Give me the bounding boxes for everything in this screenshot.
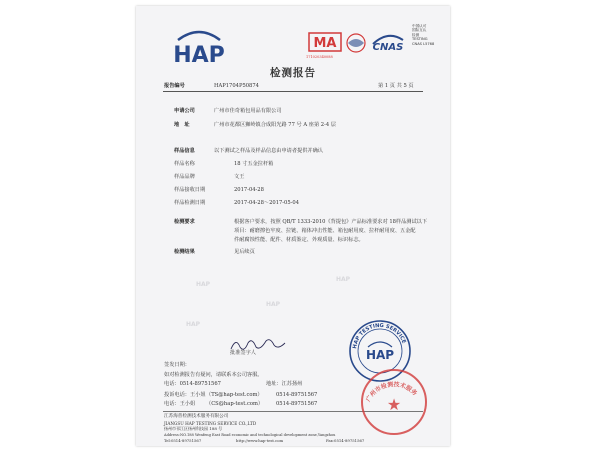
ma-mark-text: MA	[313, 36, 337, 51]
signer-label: 批准签字人	[230, 350, 256, 356]
report-paper	[136, 6, 450, 446]
footer-line-2a: 电话：0514-89751567	[164, 381, 221, 387]
applicant-label: 申请公司	[174, 108, 195, 114]
watermark: HAP	[336, 276, 351, 283]
page-title: 检测报告	[270, 67, 316, 79]
watermark: HAP	[266, 301, 281, 308]
sample-received-label: 样品接收日期	[174, 187, 206, 193]
result-value: 见后续页	[234, 249, 255, 255]
red-seal-star: ★	[386, 395, 402, 414]
footer-line-3c: 0514-89751567	[276, 392, 318, 398]
red-seal-text: 广州市检测技术服务	[364, 381, 419, 404]
cnas-accreditation-block	[412, 24, 434, 46]
company-red-seal	[358, 366, 430, 438]
company-address-en: Address:NO.188 Wenfeng East Road economic and technological development zone,Yangzhou	[164, 433, 336, 437]
sample-received-value: 2017-04-28	[234, 187, 264, 193]
requirements-line-1: 根据客户要求，按照 QB/T 1333-2010《背提包》产品标准要求对 18样品测试以下	[234, 219, 428, 225]
result-label: 检测结果	[174, 249, 195, 255]
address-value: 广州市花都区狮岭镇合成阳光路 77 号 A 座第 2-4 层	[214, 122, 336, 128]
sample-brand-label: 样品品牌	[174, 174, 195, 180]
applicant-value: 广州市佳奇箱包用品有限公司	[214, 108, 282, 114]
stamp-center-text: HAP	[365, 348, 395, 362]
hap-logo	[170, 28, 228, 68]
page-indicator: 第 1 页 共 5 页	[378, 83, 414, 89]
approve-date-label: 签发日期：	[164, 362, 190, 368]
requirements-label: 检测要求	[174, 219, 195, 225]
ilac-mark	[344, 32, 368, 54]
sample-brand-value: 文王	[234, 174, 245, 180]
footer-line-4a: 电话：王小姐	[164, 401, 196, 407]
footer-line-4b: （CS@hap-test.com）	[206, 401, 264, 407]
cnas-line-4: TESTING	[412, 37, 428, 42]
report-no-label: 报告编号	[164, 83, 185, 89]
company-fax: Fax:0514-89751567	[326, 438, 365, 443]
company-tel: Tel:0514-89751567	[164, 438, 202, 443]
footer-line-3a: 投诉电话：王小姐	[164, 392, 206, 398]
sample-name-value: 18 寸五金拉杆箱	[234, 161, 274, 167]
sample-test-date-value: 2017-04-28～2017-05-04	[234, 200, 300, 206]
sample-name-label: 样品名称	[174, 161, 195, 167]
sample-test-date-label: 样品检测日期	[174, 200, 206, 206]
cnas-mark	[369, 30, 407, 54]
cnas-line-3: 检测	[412, 32, 420, 37]
cnas-line-1: 中国认可	[412, 24, 427, 28]
footer-line-4c: 0514-89751567	[276, 401, 318, 407]
watermark: HAP	[186, 321, 201, 328]
footer-line-3b: （TS@hap-test.com）	[206, 392, 263, 398]
hap-logo-text: HAP	[173, 43, 225, 68]
report-no-value: HAP1704P50874	[214, 83, 259, 89]
company-web: http://www.hap-test.com	[236, 438, 284, 443]
ma-number: 171020340088	[306, 55, 333, 59]
address-label: 地 址	[174, 122, 190, 128]
requirements-line-3: 件耐腐蚀性能、配件、材质鉴定、外观质量、标识标志。	[234, 237, 364, 243]
cnas-line-5: CNAS L5768	[412, 41, 435, 46]
footer-line-2b: 地址：江苏扬州	[266, 381, 303, 387]
company-cn: 江苏海普检测技术服务有限公司	[164, 414, 229, 419]
company-address-cn: 扬州市邗江区扬州科技园 188 号	[164, 426, 223, 431]
cma-mark	[308, 32, 342, 52]
sample-info-label: 样品信息	[174, 148, 195, 154]
cnas-mark-text: CNAS	[372, 42, 404, 53]
requirements-line-2: 项目：耐磨擦色牢度、拉链、箱体冲击性能、箱包耐用度、拉杆耐用度、五金配	[234, 228, 416, 234]
cnas-line-2: 国际互认	[412, 28, 427, 33]
footer-line-1: 如对检测报告有疑问，请联系本公司客服。	[164, 372, 263, 378]
sample-info-value: 以下测试之样品及样品信息由申请者提供并确认	[214, 148, 323, 154]
watermark: HAP	[196, 281, 211, 288]
company-en: JIANGSU HAP TESTING SERVICE CO.,LTD	[164, 421, 257, 426]
stamp-ring-text: HAP TESTING SERVICE	[352, 322, 407, 350]
header-rule	[163, 91, 423, 92]
